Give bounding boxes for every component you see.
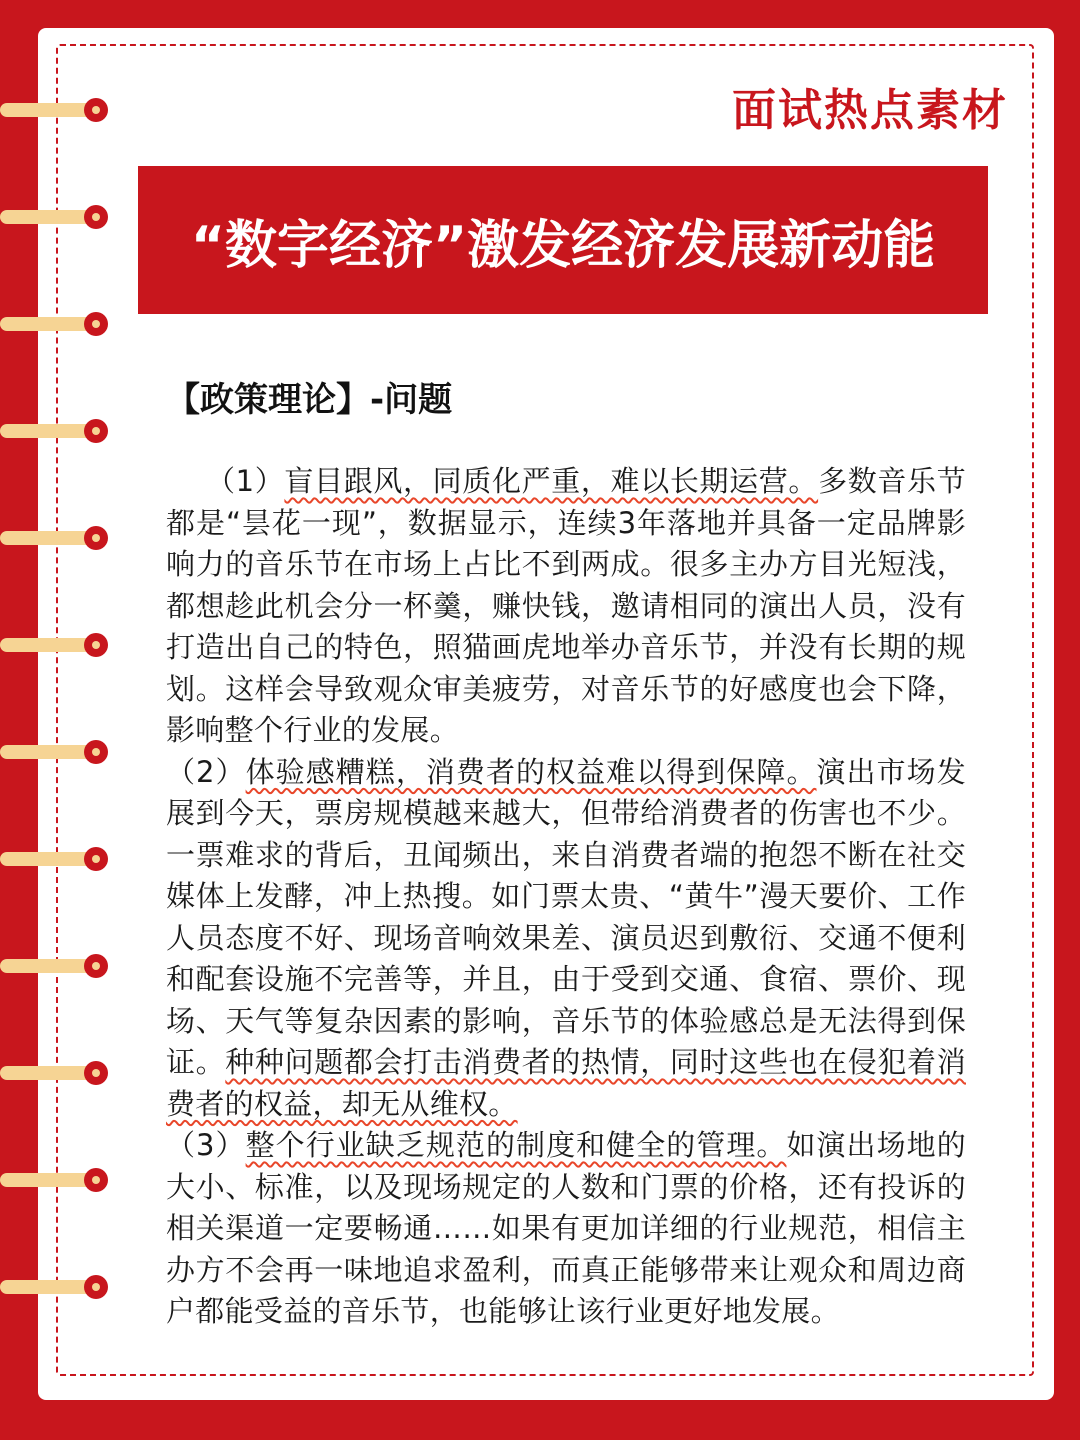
corner-label: 面试热点素材 (732, 85, 1008, 136)
binder-ring-icon (0, 1059, 112, 1089)
paragraph-2-highlight-2: 种种问题都会打击消费者的热情，同时这些也在侵犯着消费者的权益，却无从维权。 (166, 1045, 966, 1121)
binder-ring-icon (0, 310, 112, 340)
binder-ring-icon (0, 417, 112, 447)
binder-ring-icon (0, 845, 112, 875)
paragraph-2-highlight: 体验感糟糕，消费者的权益难以得到保障。 (245, 754, 817, 789)
binder-ring-icon (0, 952, 112, 982)
paragraph-1 (166, 461, 966, 752)
paragraph-3 (166, 1125, 966, 1333)
paragraph-2 (166, 752, 966, 1126)
binder-ring-icon (0, 1273, 112, 1303)
title-banner (138, 166, 988, 314)
section-heading: 【政策理论】-问题 (166, 380, 453, 420)
binder-ring-icon (0, 203, 112, 233)
paragraph-2-text: 演出市场发展到今天，票房规模越来越大，但带给消费者的伤害也不少。一票难求的背后，丑闻频出，来自消费者端的抱怨不断在社交媒体上发酵，冲上热搜。如门票太贵、“黄牛”漫天要价、工作人员态度不好、现场音响效果差、演员迟到敷衍、交通不便利和配套设施不完善等，并且，由于受到交通、食宿、票价、现场、天气等复杂因素的影响，音乐节的体验感总是无法得到保证。 (166, 754, 966, 1079)
binder-ring-icon (0, 96, 112, 126)
paragraph-3-prefix: （3） (166, 1128, 246, 1162)
paragraph-1-prefix: （1） (206, 464, 285, 498)
paragraph-2-prefix: （2） (166, 754, 246, 789)
paragraph-1-highlight: 盲目跟风，同质化严重，难以长期运营。 (284, 464, 819, 498)
page-title: “数字经济”激发经济发展新动能 (190, 215, 936, 276)
binder-ring-icon (0, 1166, 112, 1196)
binder-ring-icon (0, 738, 112, 768)
binder-ring-icon (0, 631, 112, 661)
binder-ring-icon (0, 524, 112, 554)
paragraph-1-text: 多数音乐节都是“昙花一现”，数据显示，连续3年落地并具备一定品牌影响力的音乐节在市场上占比不到两成。很多主办方目光短浅，都想趁此机会分一杯羹，赚快钱，邀请相同的演出人员，没有打造出自己的特色，照猫画虎地举办音乐节，并没有长期的规划。这样会导致观众审美疲劳，对音乐节的好感度也会下降，影响整个行业的发展。 (166, 464, 966, 747)
paragraph-3-text: 如演出场地的大小、标准，以及现场规定的人数和门票的价格，还有投诉的相关渠道一定要畅通……如果有更加详细的行业规范，相信主办方不会再一味地追求盈利，而真正能够带来让观众和周边商户都能受益的音乐节，也能够让该行业更好地发展。 (166, 1128, 966, 1328)
paragraph-3-highlight: 整个行业缺乏规范的制度和健全的管理。 (245, 1128, 787, 1162)
body-text (166, 461, 966, 1333)
